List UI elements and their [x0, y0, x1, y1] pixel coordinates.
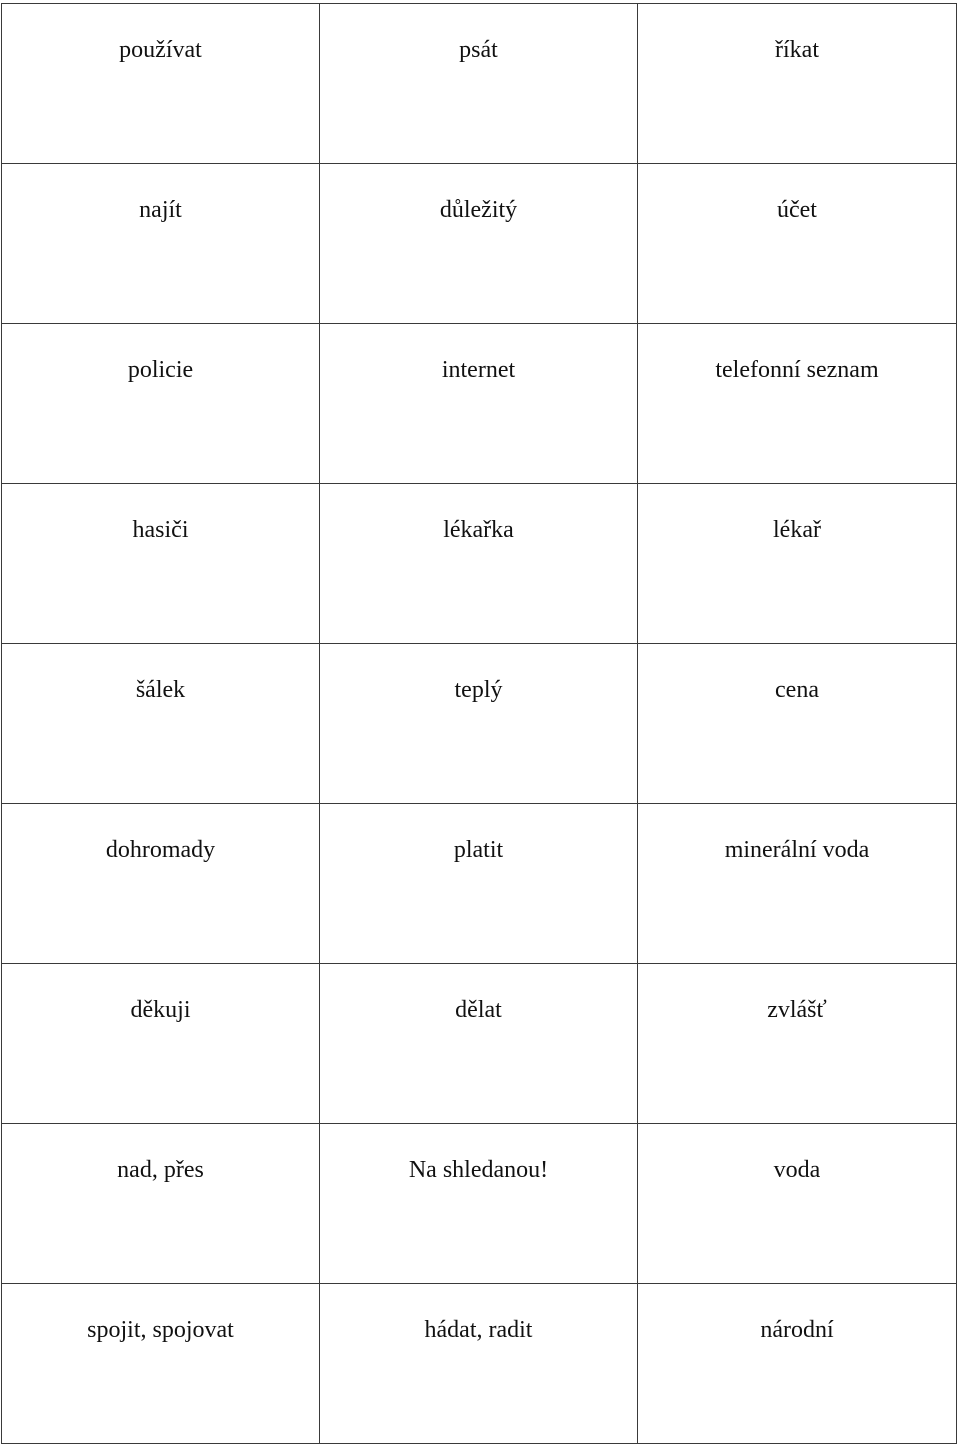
card-row [2, 1284, 957, 1444]
vocabulary-card [638, 644, 957, 804]
vocabulary-card [638, 4, 957, 164]
vocabulary-word: nad, přes [117, 1157, 204, 1183]
vocabulary-card [2, 644, 320, 804]
vocabulary-word: spojit, spojovat [87, 1317, 234, 1343]
vocabulary-word: hasiči [132, 517, 189, 543]
vocabulary-card [320, 324, 638, 484]
vocabulary-word: dělat [455, 997, 502, 1023]
vocabulary-card [2, 1284, 320, 1444]
vocabulary-card [320, 964, 638, 1124]
vocabulary-word: děkuji [130, 997, 191, 1023]
card-row [2, 804, 957, 964]
vocabulary-word: psát [459, 37, 498, 63]
card-row [2, 324, 957, 484]
vocabulary-word: teplý [454, 677, 503, 703]
vocabulary-word: platit [453, 837, 504, 863]
vocabulary-card-grid [1, 3, 957, 1444]
vocabulary-word: zvlášť [767, 997, 827, 1023]
vocabulary-card [320, 484, 638, 644]
vocabulary-card [638, 1284, 957, 1444]
vocabulary-word: říkat [775, 37, 819, 63]
card-grid-body [2, 4, 957, 1444]
card-row [2, 644, 957, 804]
vocabulary-card [638, 804, 957, 964]
vocabulary-card [2, 164, 320, 324]
vocabulary-card [638, 484, 957, 644]
vocabulary-card [2, 1124, 320, 1284]
vocabulary-card [638, 324, 957, 484]
card-row [2, 964, 957, 1124]
card-row [2, 4, 957, 164]
vocabulary-word: policie [127, 357, 194, 383]
vocabulary-word: najít [139, 197, 182, 223]
vocabulary-card [320, 804, 638, 964]
vocabulary-word: voda [773, 1157, 821, 1183]
vocabulary-word: telefonní seznam [715, 357, 879, 383]
vocabulary-word: dohromady [105, 837, 216, 863]
card-row [2, 1124, 957, 1284]
vocabulary-card [2, 4, 320, 164]
vocabulary-word: lékařka [443, 517, 514, 543]
vocabulary-card [638, 964, 957, 1124]
vocabulary-card [2, 324, 320, 484]
vocabulary-word: důležitý [439, 197, 518, 223]
vocabulary-card [320, 164, 638, 324]
vocabulary-card [638, 1124, 957, 1284]
vocabulary-word: šálek [135, 677, 186, 703]
vocabulary-word: minerální voda [724, 837, 870, 863]
card-row [2, 164, 957, 324]
card-row [2, 484, 957, 644]
vocabulary-card [2, 964, 320, 1124]
vocabulary-word: cena [775, 677, 819, 703]
vocabulary-card [320, 1124, 638, 1284]
vocabulary-word: používat [119, 37, 202, 63]
vocabulary-word: národní [760, 1317, 834, 1343]
vocabulary-word: hádat, radit [424, 1317, 533, 1343]
vocabulary-card [2, 804, 320, 964]
vocabulary-word: Na shledanou! [408, 1157, 549, 1183]
vocabulary-word: účet [777, 197, 817, 223]
vocabulary-card [638, 164, 957, 324]
vocabulary-card [2, 484, 320, 644]
vocabulary-card [320, 644, 638, 804]
vocabulary-card [320, 1284, 638, 1444]
vocabulary-word: lékař [773, 517, 821, 543]
vocabulary-word: internet [441, 357, 516, 383]
vocabulary-card [320, 4, 638, 164]
